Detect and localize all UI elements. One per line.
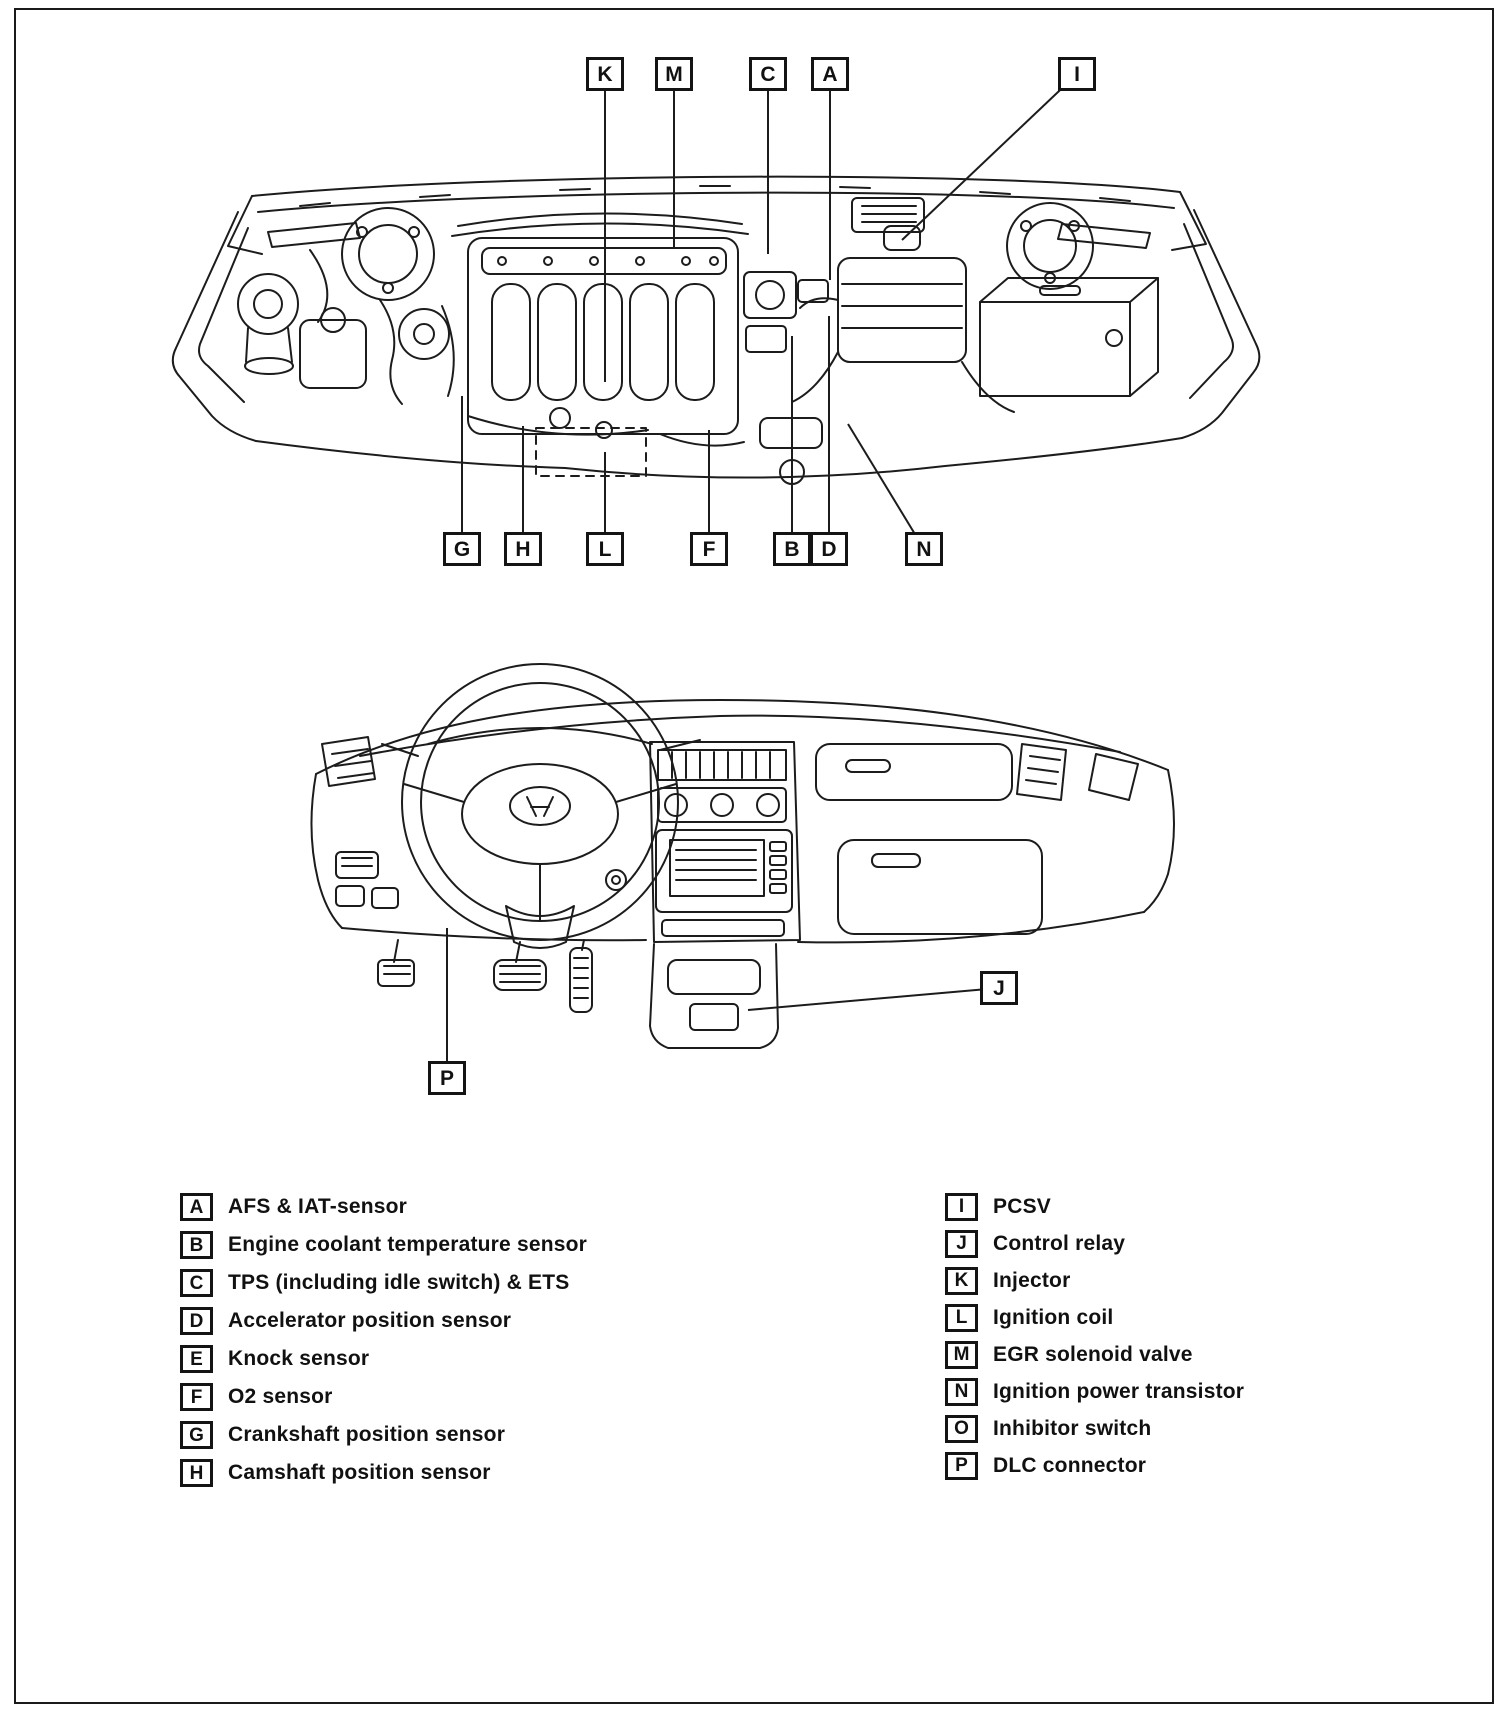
legend-key-j: J [945, 1230, 978, 1258]
legend-label-f: O2 sensor [228, 1385, 333, 1408]
legend-key-i: I [945, 1193, 978, 1221]
dash-callout-p: P [428, 1061, 466, 1095]
power-steering-pump [399, 309, 449, 359]
engine-callout-k: K [586, 57, 624, 91]
throttle-body [744, 272, 828, 352]
engine-callout-b: B [773, 532, 811, 566]
legend-right-column [945, 1188, 1244, 1484]
legend-label-m: EGR solenoid valve [993, 1342, 1193, 1366]
legend-label-l: Ignition coil [993, 1305, 1114, 1329]
engine-callout-i: I [1058, 57, 1096, 91]
legend-row-a [180, 1188, 587, 1226]
legend-row-m [945, 1336, 1244, 1373]
legend-key-p: P [945, 1452, 978, 1480]
legend-key-f: F [180, 1383, 213, 1411]
legend-row-k [945, 1262, 1244, 1299]
legend-label-n: Ignition power transistor [993, 1379, 1245, 1403]
legend-label-e: Knock sensor [228, 1347, 370, 1370]
legend-label-d: Accelerator position sensor [228, 1309, 512, 1332]
engine-callout-h: H [504, 532, 542, 566]
legend-label-p: DLC connector [993, 1453, 1147, 1477]
upper-glove-box [816, 744, 1012, 800]
legend-label-j: Control relay [993, 1231, 1126, 1255]
engine-callout-d: D [810, 532, 848, 566]
legend-key-k: K [945, 1267, 978, 1295]
legend-label-o: Inhibitor switch [993, 1416, 1152, 1440]
legend-key-l: L [945, 1304, 978, 1332]
legend-label-k: Injector [993, 1268, 1071, 1292]
legend-key-a: A [180, 1193, 213, 1221]
air-cleaner-box [800, 226, 966, 362]
legend-row-n [945, 1373, 1244, 1410]
legend-key-o: O [945, 1415, 978, 1443]
engine-callout-n: N [905, 532, 943, 566]
legend-row-p [945, 1447, 1244, 1484]
legend-row-c [180, 1264, 587, 1302]
legend-row-i [945, 1188, 1244, 1225]
washer-nozzle-right [1058, 224, 1150, 248]
legend-label-b: Engine coolant temperature sensor [228, 1233, 588, 1256]
legend-key-n: N [945, 1378, 978, 1406]
legend-key-e: E [180, 1345, 213, 1373]
legend-label-g: Crankshaft position sensor [228, 1423, 506, 1446]
dash-callout-j: J [980, 971, 1018, 1005]
legend-left-column [180, 1188, 587, 1492]
legend-row-b [180, 1226, 587, 1264]
dashboard-drawing [311, 664, 1174, 1048]
legend-label-c: TPS (including idle switch) & ETS [228, 1271, 570, 1294]
brake-fluid-reservoir [238, 274, 298, 374]
engine-block [468, 238, 738, 434]
legend-row-j [945, 1225, 1244, 1262]
engine-callout-m: M [655, 57, 693, 91]
legend-row-d [180, 1302, 587, 1340]
leader-lines [447, 74, 1077, 1078]
legend-key-m: M [945, 1341, 978, 1369]
pedals [378, 940, 592, 1012]
strut-tower-right [1007, 203, 1093, 289]
legend-key-h: H [180, 1459, 213, 1487]
control-relay-box [690, 1004, 738, 1030]
battery [980, 278, 1158, 396]
legend-row-l [945, 1299, 1244, 1336]
engine-callout-c: C [749, 57, 787, 91]
engine-callout-a: A [811, 57, 849, 91]
glove-box [838, 840, 1042, 934]
left-air-vent [322, 737, 375, 786]
engine-callout-f: F [690, 532, 728, 566]
strut-tower-left [342, 208, 434, 300]
steering-wheel [402, 664, 678, 940]
engine-callout-g: G [443, 532, 481, 566]
legend-row-g [180, 1416, 587, 1454]
coolant-reservoir [300, 308, 366, 388]
lower-console [650, 944, 778, 1048]
legend-row-f [180, 1378, 587, 1416]
legend-key-c: C [180, 1269, 213, 1297]
legend-label-i: PCSV [993, 1194, 1051, 1218]
legend-label-a: AFS & IAT-sensor [228, 1195, 408, 1218]
legend-key-g: G [180, 1421, 213, 1449]
legend-row-h [180, 1454, 587, 1492]
left-switch-panel [336, 852, 398, 908]
engine-bay-drawing [173, 177, 1260, 484]
legend-row-e [180, 1340, 587, 1378]
legend-row-o [945, 1410, 1244, 1447]
engine-callout-l: L [586, 532, 624, 566]
legend-label-h: Camshaft position sensor [228, 1461, 491, 1484]
legend-key-b: B [180, 1231, 213, 1259]
legend-key-d: D [180, 1307, 213, 1335]
